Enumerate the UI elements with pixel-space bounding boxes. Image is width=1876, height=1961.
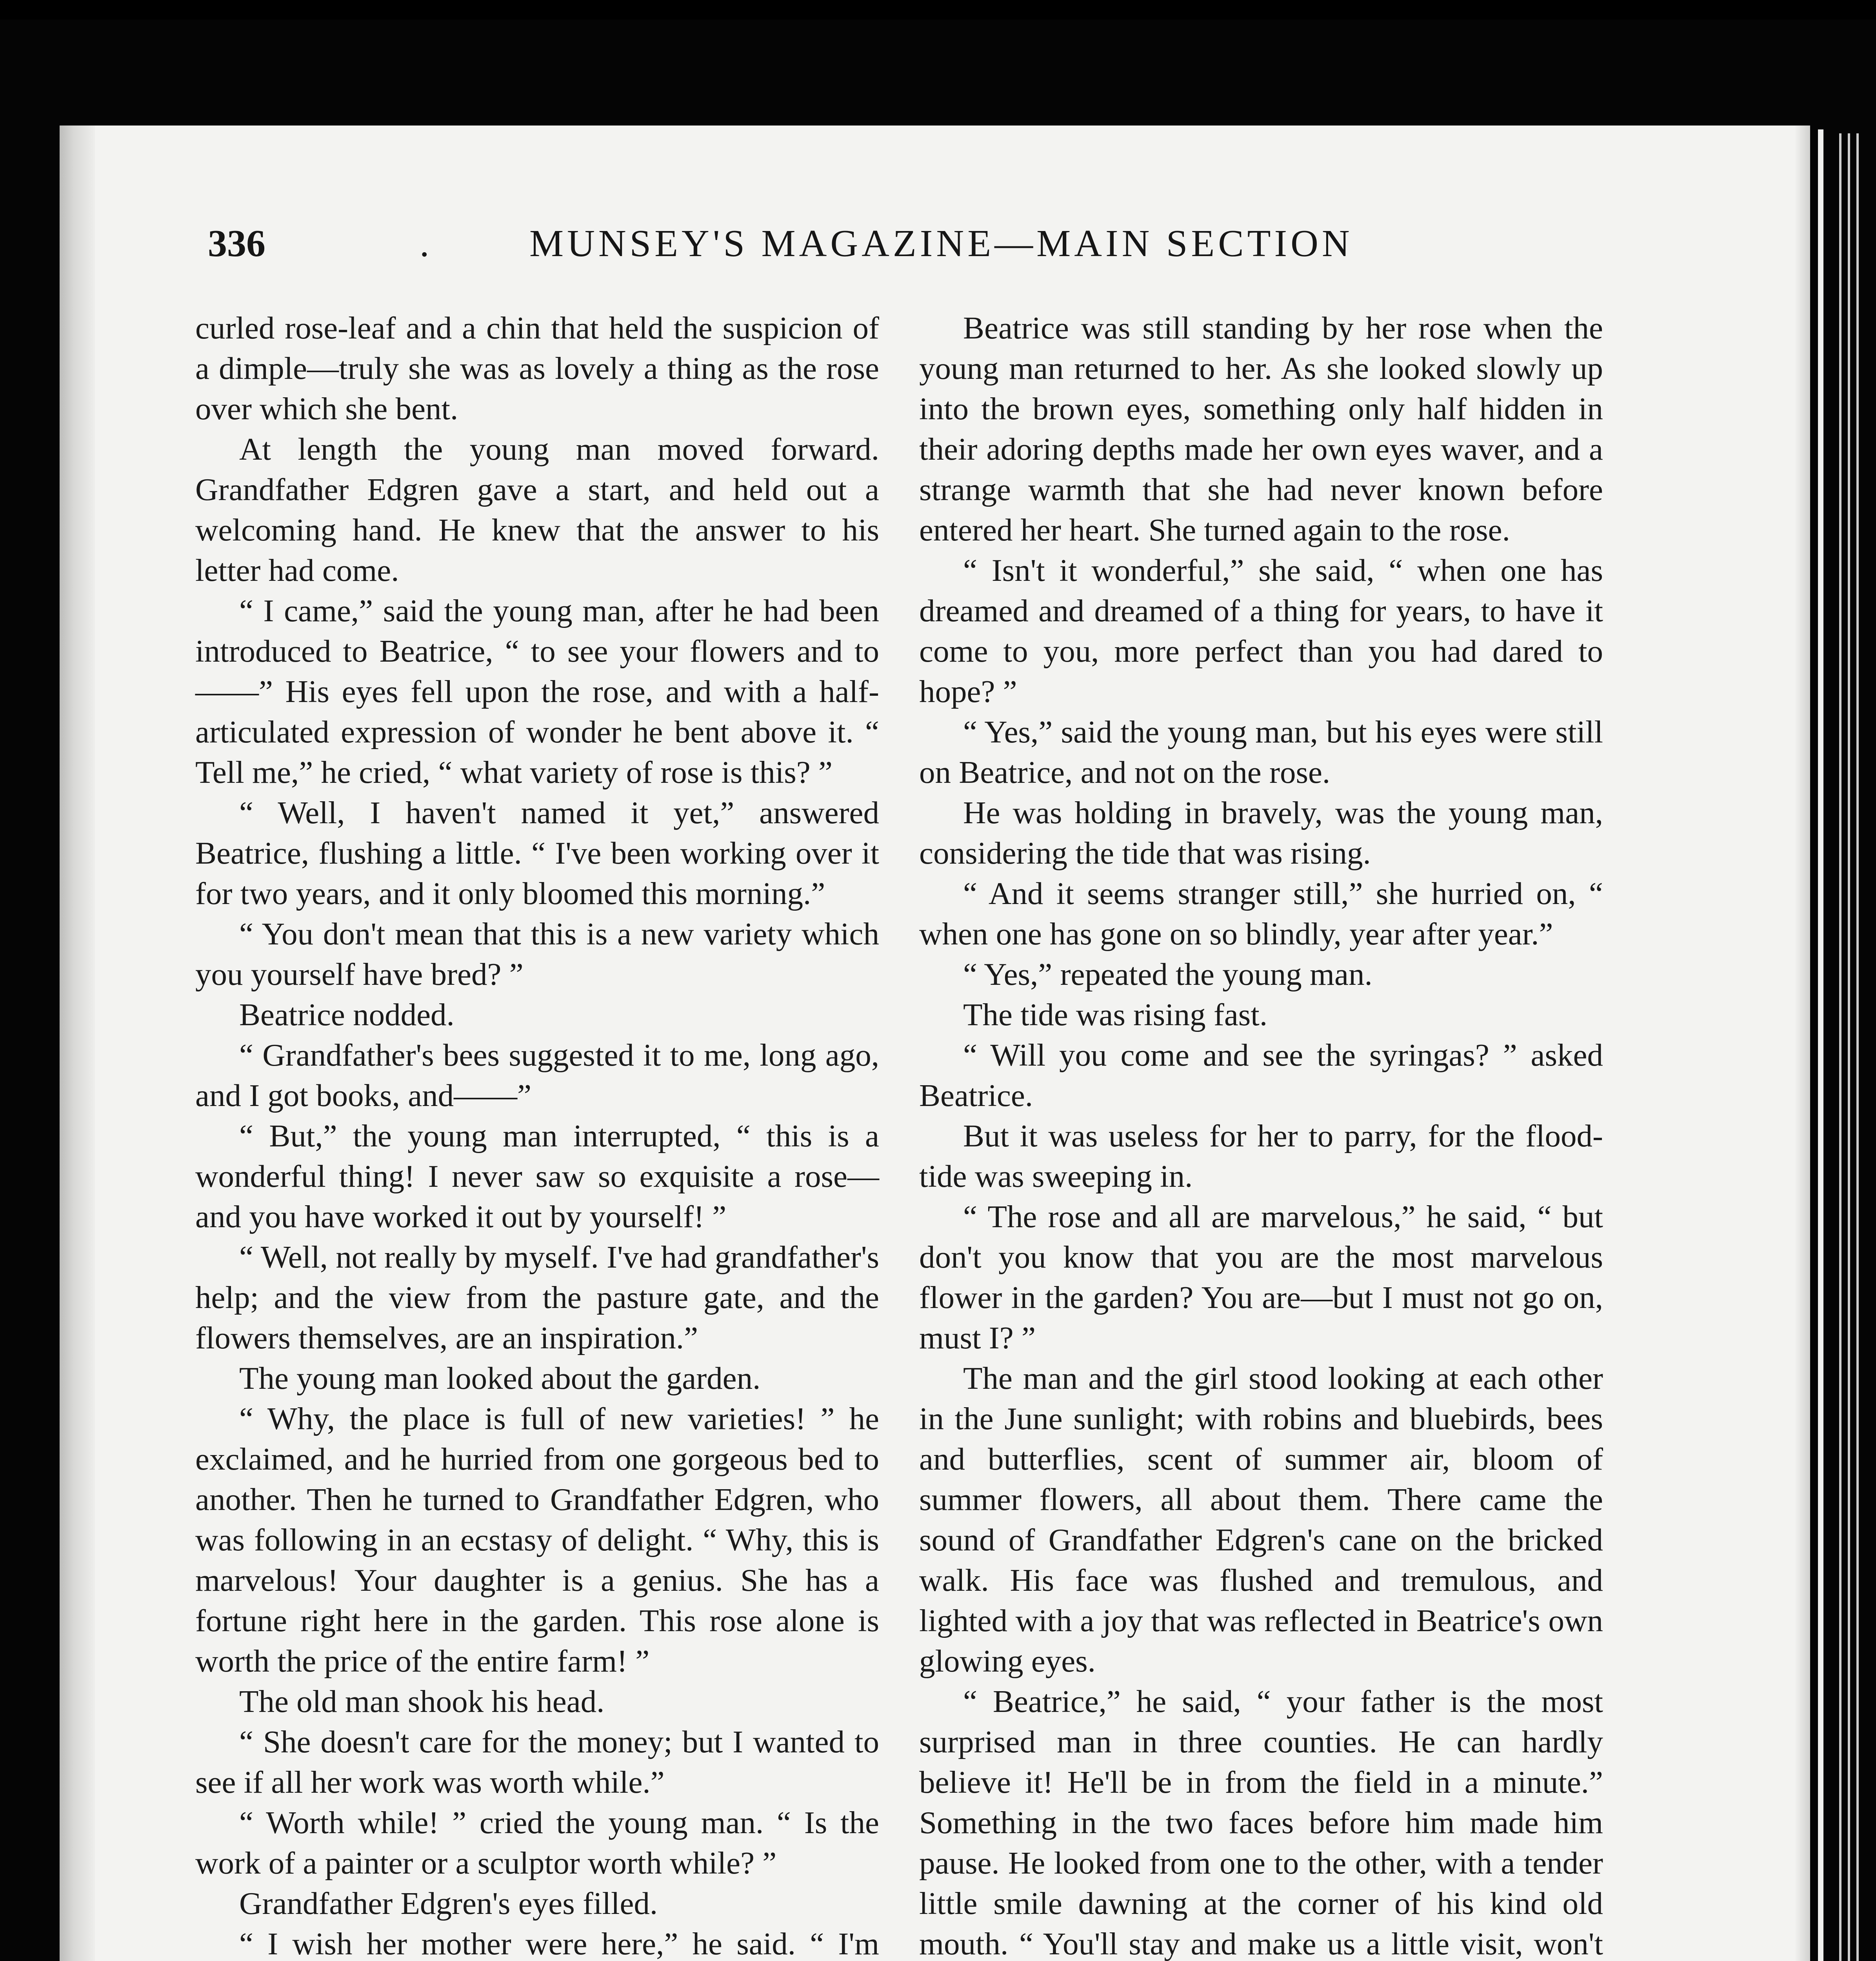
paragraph: At length the young man moved forward. Grandfather Edgren gave a start, and held out a welcoming hand. He knew that the answer to his letter had come. [195, 431, 879, 588]
paragraph: “ Worth while! ” cried the young man. “ Is the work of a painter or a sculptor worth while? ” [195, 1805, 879, 1881]
stacked-page-edges [1839, 133, 1863, 1961]
magazine-page [60, 126, 1810, 1961]
paragraph: “ Well, I haven't named it yet,” answered Beatrice, flushing a little. “ I've been working over it for two years, and it only bloomed this morning.” [195, 795, 879, 911]
paragraph: curled rose-leaf and a chin that held the suspicion of a dimple—truly she was as lovely a thing as the rose over which she bent. [195, 310, 879, 426]
paragraph: The old man shook his head. [239, 1684, 605, 1719]
left-column [195, 308, 879, 1961]
scan-top-border [0, 0, 1876, 20]
page-number: 336 [208, 222, 265, 265]
paragraph: The tide was rising fast. [963, 997, 1268, 1032]
paragraph: “ Beatrice,” he said, “ your father is the most surprised man in three counties. He can hardly believe it! He'll be in from the field in a minute.” Something in the two faces before him made him pause. He looked from one to the other, with a tender little smile dawning at the corner of his kind old mouth. “ You'll stay and make us a little visit, won't [919, 1684, 1603, 1961]
paragraph: Beatrice nodded. [239, 997, 454, 1032]
paragraph: “ Yes,” repeated the young man. [963, 957, 1372, 992]
paragraph: He was holding in bravely, was the young man, considering the tide that was rising. [919, 795, 1603, 871]
running-title: MUNSEY'S MAGAZINE—MAIN SECTION [529, 222, 1353, 265]
paragraph: “ She doesn't care for the money; but I wanted to see if all her work was worth while.” [195, 1724, 879, 1800]
paragraph: “ Will you come and see the syringas? ” asked Beatrice. [919, 1037, 1603, 1113]
paragraph: The man and the girl stood looking at each other in the June sunlight; with robins and bluebirds, bees and butterflies, scent of summer air, bloom of summer flowers, all about them. There came the sound of Grandfather Edgren's cane on the bricked walk. His face was flushed and tremulous, and lighted with a joy that was reflected in Beatrice's own glowing eyes. [919, 1361, 1603, 1679]
paragraph: “ Grandfather's bees suggested it to me, long ago, and I got books, and——” [195, 1037, 879, 1113]
running-header [208, 222, 1384, 277]
paragraph: “ Well, not really by myself. I've had grandfather's help; and the view from the pasture gate, and the flowers themselves, are an inspiration.” [195, 1239, 879, 1355]
right-column [919, 308, 1603, 1961]
paragraph: “ Isn't it wonderful,” she said, “ when one has dreamed and dreamed of a thing for years, to have it come to you, more perfect than you had dared to hope? ” [919, 553, 1603, 709]
paragraph: “ And it seems stranger still,” she hurried on, “ when one has gone on so blindly, year after year.” [919, 876, 1603, 951]
paragraph: “ Yes,” said the young man, but his eyes were still on Beatrice, and not on the rose. [919, 714, 1603, 790]
paragraph: “ I wish her mother were here,” he said. “ I'm [239, 1926, 879, 1961]
paragraph: “ You don't mean that this is a new variety which you yourself have bred? ” [195, 916, 879, 992]
paragraph: “ I came,” said the young man, after he had been introduced to Beatrice, “ to see your flowers and to——” His eyes fell upon the rose, and with a half-articulated expression of wonder he bent above it. “ Tell me,” he cried, “ what variety of rose is this? ” [195, 593, 879, 790]
paragraph: “ The rose and all are marvelous,” he said, “ but don't you know that you are the most marvelous flower in the garden? You are—but I must not go on, must I? ” [919, 1199, 1603, 1355]
header-separator: . [420, 222, 429, 265]
page-edge-shadow [1794, 126, 1810, 1961]
next-page-edge [1818, 129, 1823, 1961]
paragraph: Beatrice was still standing by her rose when the young man returned to her. As she looked slowly up into the brown eyes, something only half hidden in their adoring depths made her own eyes waver, and a strange warmth that she had never known before entered her heart. She turned again to the rose. [919, 310, 1603, 548]
paragraph: “ Why, the place is full of new varieties! ” he exclaimed, and he hurried from one gorgeous bed to another. Then he turned to Grandfather Edgren, who was following in an ecstasy of delight. “ Why, this is marvelous! Your daughter is a genius. She has a fortune right here in the garden. This rose alone is worth the price of the entire farm! ” [195, 1401, 879, 1679]
paragraph: “ But,” the young man interrupted, “ this is a wonderful thing! I never saw so exquisite a rose—and you have worked it out by yourself! ” [195, 1118, 879, 1234]
paragraph: The young man looked about the garden. [239, 1361, 761, 1396]
page-gutter-shadow [60, 126, 95, 1961]
paragraph: Grandfather Edgren's eyes filled. [239, 1886, 658, 1921]
paragraph: But it was useless for her to parry, for the flood-tide was sweeping in. [919, 1118, 1603, 1194]
